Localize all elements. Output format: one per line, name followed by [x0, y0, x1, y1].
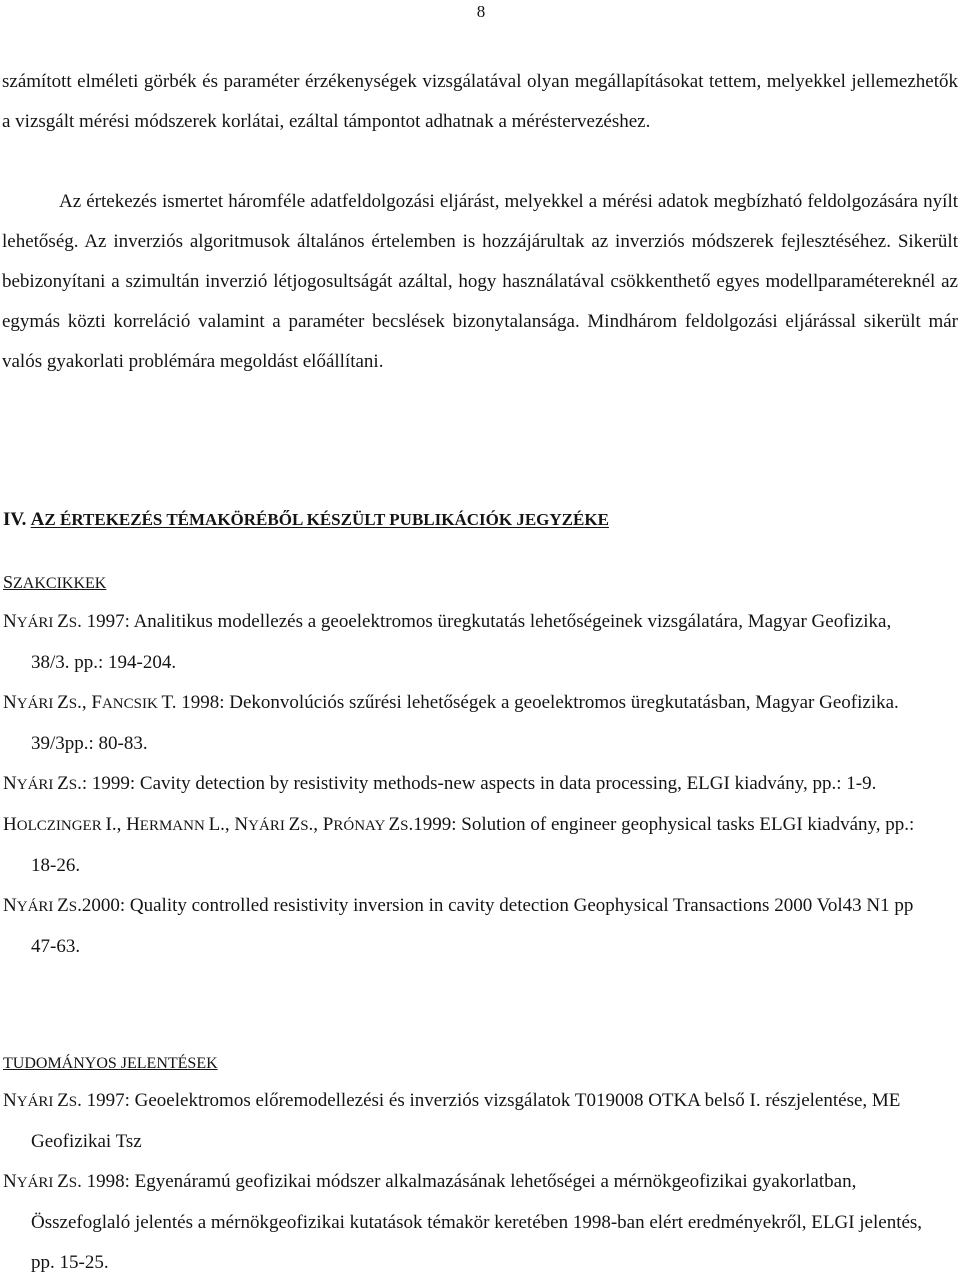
author-initial: P	[322, 814, 334, 835]
articles-title-rest: ZAKCIKKEK	[13, 575, 107, 592]
author-name	[3, 773, 78, 794]
author-name-part: OLCZINGER	[16, 818, 106, 834]
publication-details: . 1998: Dekonvolúciós szűrési lehetőségek a geoelektromos üregkutatásban, Magyar Geofizika. 39/3pp.: 80-83.	[31, 692, 899, 754]
author-initial: T	[161, 692, 172, 713]
publication-details: .2000: Quality controlled resistivity inversion in cavity detection Geophysical Transactions 2000 Vol43 N1 pp 47-63.	[31, 895, 914, 957]
author-name-part: ERMANN	[139, 818, 209, 834]
author-name-part: S	[68, 696, 78, 712]
author-initial: Z	[57, 692, 69, 713]
heading-title	[31, 510, 609, 529]
author-name-part: S	[68, 1094, 78, 1110]
author-initial: N	[3, 773, 17, 794]
author-name	[3, 895, 78, 916]
author-initial: N	[3, 1171, 17, 1192]
author-initial: N	[3, 692, 17, 713]
publication-details: . 1998: Egyenáramú geofizikai módszer alkalmazásának lehetőségei a mérnökgeofizikai gyakorlatban, Összefoglaló jelentés a mérnökgeofizikai kutatások témakör keretében 1998-ban elért eredményekről, ELGI jelentés, pp. 15-25.	[31, 1171, 923, 1273]
section-heading	[3, 503, 609, 537]
author-initial: Z	[57, 895, 69, 916]
publication-details: .1999: Solution of engineer geophysical tasks ELGI kiadvány, pp.: 18-26.	[31, 814, 915, 876]
author-name-part: YÁRI	[16, 1175, 58, 1191]
reports-section-title	[3, 1050, 218, 1076]
author-name	[91, 692, 172, 713]
author-name-part: YÁRI	[16, 615, 58, 631]
heading-title-cap: A	[30, 509, 45, 530]
reports-title-rest: TUDOMÁNYOS JELENTÉSEK	[3, 1055, 218, 1072]
publication-item	[3, 1081, 923, 1162]
author-name	[3, 1090, 78, 1111]
author-initial: Z	[57, 773, 69, 794]
author-name-part: YÁRI	[248, 818, 289, 834]
paragraph-1: számított elméleti görbék és paraméter érzékenységek vizsgálatával olyan megállapításokat tettem, melyekkel jellemezhetők a vizsgált mérési módszerek korlátai, ezáltal támpontot adhatnak a méréstervezéshez.	[2, 71, 958, 132]
author-separator: .,	[220, 814, 235, 835]
author-initial: Z	[57, 611, 69, 632]
publication-item	[3, 805, 923, 886]
author-initial: H	[3, 814, 17, 835]
author-name-part: YÁRI	[16, 899, 58, 915]
author-initial: Z	[57, 1090, 69, 1111]
author-initial: F	[91, 692, 102, 713]
author-name	[3, 814, 112, 835]
author-name	[234, 814, 309, 835]
articles-list	[3, 602, 923, 967]
author-initial: N	[3, 895, 17, 916]
author-initial: N	[3, 1090, 17, 1111]
publication-details: .: 1999: Cavity detection by resistivity methods-new aspects in data processing, ELGI kiadvány, pp.: 1-9.	[77, 773, 877, 794]
publication-item	[3, 1162, 923, 1283]
author-name-part: S	[68, 615, 78, 631]
author-separator: .,	[111, 814, 127, 835]
author-name-part: RÓNAY	[333, 818, 389, 834]
heading-number: IV.	[3, 509, 27, 530]
articles-section-title	[3, 570, 106, 596]
publication-details: . 1997: Analitikus modellezés a geoelektromos üregkutatás lehetőségeinek vizsgálatára, Magyar Geofizika, 38/3. pp.: 194-204.	[31, 611, 892, 673]
publication-item	[3, 764, 923, 805]
author-name	[3, 611, 78, 632]
author-initial: Z	[388, 814, 401, 835]
author-initial: N	[3, 611, 17, 632]
publication-item	[3, 886, 923, 967]
author-initial: L	[208, 814, 221, 835]
author-name-part: S	[68, 899, 78, 915]
page-number: 8	[476, 2, 486, 21]
paragraph-2: Az értekezés ismertet háromféle adatfeldolgozási eljárást, melyekkel a mérési adatok megbízható feldolgozására nyílt lehetőség. Az inverziós algoritmusok általános értelemben is hozzájárultak az inverziós módszerek fejlesztéséhez. Sikerült bebizonyítani a szimultán inverzió létjogosultságát azáltal, hogy használatával csökkenthető egyes modellparamétereknél az egymás közti korreláció valamint a paraméter becslések bizonytalansága. Mindhárom feldolgozási eljárással sikerült már valós gyakorlati problémára megoldást előállítani.	[2, 191, 958, 372]
author-name-part: S	[400, 818, 409, 834]
author-name	[322, 814, 409, 835]
body-text	[2, 62, 958, 382]
publication-item	[3, 683, 923, 764]
author-name-part: S	[68, 777, 78, 793]
author-name-part: ANCSIK	[101, 696, 162, 712]
author-initial: N	[234, 814, 249, 835]
author-initial: I	[105, 814, 112, 835]
heading-title-rest: Z ÉRTEKEZÉS TÉMAKÖRÉBŐL KÉSZÜLT PUBLIKÁCIÓK JEGYZÉKE	[44, 510, 609, 529]
author-initial: H	[126, 814, 140, 835]
author-name-part: S	[68, 1175, 78, 1191]
author-name	[126, 814, 221, 835]
author-separator: .,	[308, 814, 323, 835]
publication-item	[3, 602, 923, 683]
author-separator: .,	[77, 692, 92, 713]
reports-list	[3, 1081, 923, 1283]
author-name-part: S	[300, 818, 309, 834]
author-name	[3, 1171, 78, 1192]
author-initial: Z	[57, 1171, 69, 1192]
author-name	[3, 692, 78, 713]
publication-details: . 1997: Geoelektromos előremodellezési és inverziós vizsgálatok T019008 OTKA belső I. részjelentése, ME Geofizikai Tsz	[31, 1090, 901, 1152]
author-initial: Z	[288, 814, 301, 835]
author-name-part: YÁRI	[16, 696, 58, 712]
articles-title-cap: S	[3, 572, 14, 592]
author-name-part: YÁRI	[16, 1094, 58, 1110]
author-name-part: YÁRI	[16, 777, 58, 793]
